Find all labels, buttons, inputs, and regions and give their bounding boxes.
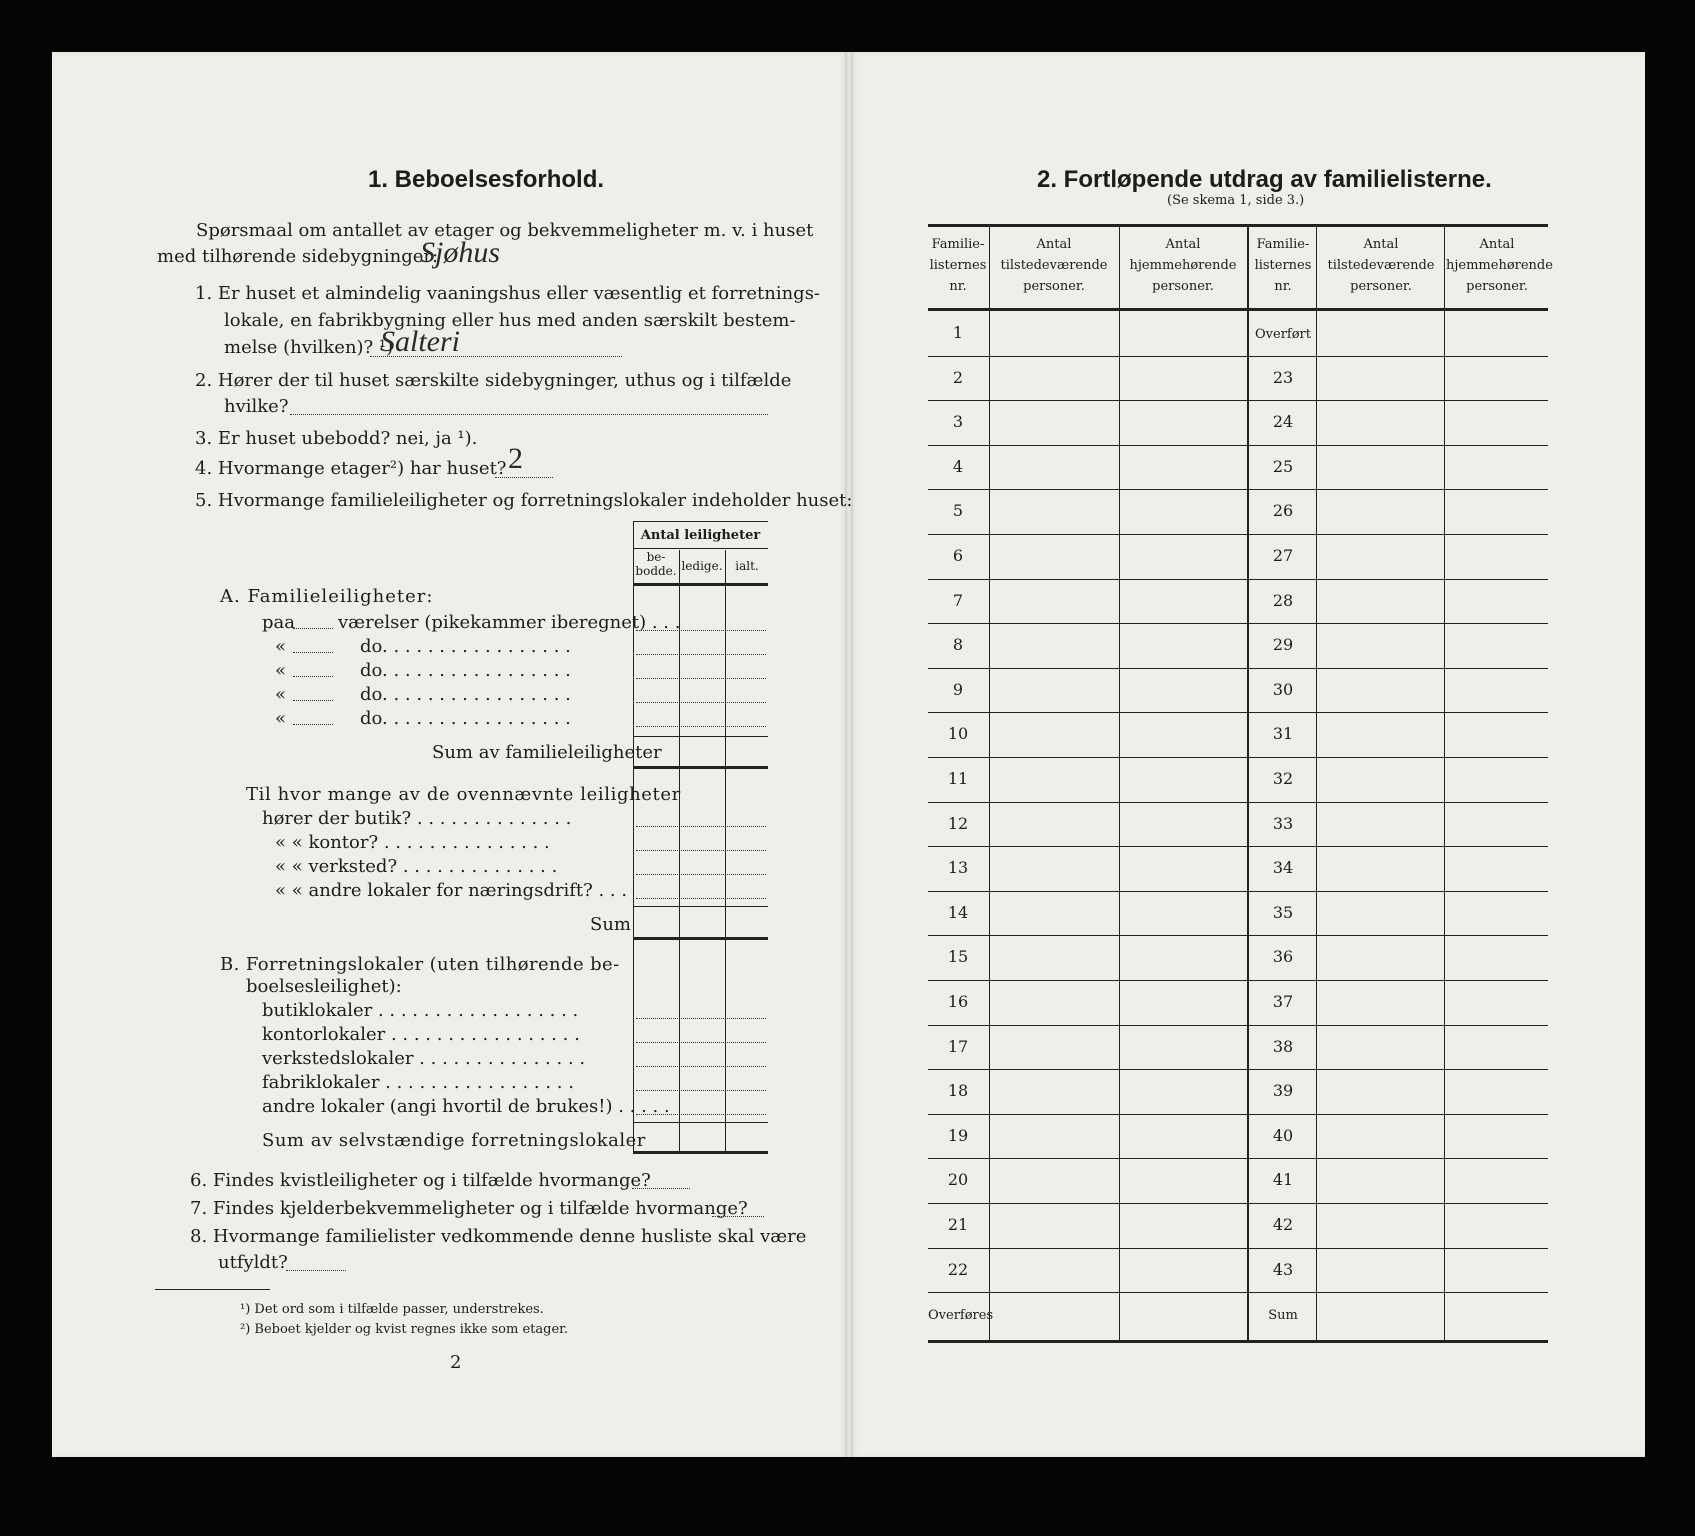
a-quote-3: «: [275, 660, 287, 681]
q5: 5. Hvormange familieleiligheter og forretningslokaler indeholder huset:: [195, 490, 853, 511]
q8-line1: 8. Hvormange familielister vedkommende denne husliste skal være: [190, 1226, 807, 1247]
rt-bottom: [928, 1340, 1548, 1343]
b-sum: Sum av selvstændige forretningslokaler: [262, 1130, 646, 1151]
row-number-right: 42: [1272, 1215, 1294, 1234]
row-rule: [928, 1114, 1548, 1115]
b-cell-5: [636, 1114, 766, 1115]
row-rule: [928, 1203, 1548, 1204]
row-number-left: 2: [952, 367, 964, 387]
col-ledige: ledige.: [681, 559, 723, 573]
row-rule: [928, 935, 1548, 936]
a-cell-4: [636, 702, 766, 703]
row-number-right: 32: [1272, 769, 1294, 788]
handwritten-building: Sjøhus: [420, 236, 501, 269]
til-row-2: « « kontor? . . . . . . . . . . . . . . .: [275, 832, 550, 853]
row-rule: [928, 757, 1548, 758]
row-rule: [928, 445, 1548, 446]
row-number-left: 13: [947, 858, 969, 878]
til-cell-3: [636, 874, 766, 875]
til-row-1: hører der butik? . . . . . . . . . . . . . .: [262, 808, 572, 829]
a-quote-4: «: [275, 684, 287, 705]
row-number-right: 30: [1272, 679, 1294, 699]
rt-v4: [1316, 224, 1317, 1340]
section-a: A. Familieleiligheter:: [220, 586, 434, 607]
row-rule: [928, 1248, 1548, 1249]
row-rule: [928, 980, 1548, 981]
rt-v2: [1119, 224, 1120, 1340]
row-number-left: 18: [947, 1081, 969, 1101]
a-dots-2: [293, 652, 333, 653]
row-rule: [928, 579, 1548, 580]
b-cell-3: [636, 1066, 766, 1067]
row-number-right: Overført: [1255, 327, 1311, 342]
til-sum-top: [633, 906, 768, 907]
row-number-right: 34: [1272, 858, 1294, 878]
til-row-3: « « verksted? . . . . . . . . . . . . . .: [275, 856, 558, 877]
row-number-left: 16: [947, 992, 969, 1011]
row-number-left: 1: [952, 323, 964, 342]
row-rule: [928, 356, 1548, 357]
box-top: [633, 521, 768, 522]
a-cell-1: [636, 630, 766, 631]
rt-v3: [1247, 224, 1249, 1340]
row-number-left: 11: [947, 769, 969, 788]
b-sum-top: [633, 1122, 768, 1123]
b-row-5: andre lokaler (angi hvortil de brukes!) . . . . .: [262, 1096, 670, 1117]
row-rule: [928, 1069, 1548, 1070]
til-sum: Sum: [590, 914, 631, 935]
box-header-rule: [633, 548, 768, 549]
b-row-1: butiklokaler . . . . . . . . . . . . . . . . . .: [262, 1000, 579, 1021]
q8-line2: utfyldt?: [218, 1252, 288, 1273]
row-rule: [928, 802, 1548, 803]
a-paa: paa: [262, 612, 295, 633]
q6: 6. Findes kvistleiligheter og i tilfælde hvormange?: [190, 1170, 651, 1191]
right-heading: 2. Fortløpende utdrag av familielisterne.: [1037, 166, 1492, 193]
b-cell-4: [636, 1090, 766, 1091]
row-number-right: 24: [1272, 412, 1294, 432]
q8-fill-line: [286, 1270, 346, 1271]
row-number-right: 23: [1272, 367, 1294, 387]
row-number-right: 25: [1272, 456, 1294, 476]
rt-col-hjemme-left: Antal hjemmehørende personer.: [1129, 237, 1237, 294]
rt-col-nr-left: Familie- listernes nr.: [929, 237, 987, 294]
page-number: 2: [450, 1352, 462, 1373]
a-cell-3: [636, 678, 766, 679]
row-rule: [928, 489, 1548, 490]
a-quote-5: «: [275, 708, 287, 729]
row-rule: [928, 1158, 1548, 1159]
row-rule: [928, 668, 1548, 669]
row-rule: [928, 534, 1548, 535]
a-dots-1: [293, 628, 333, 629]
til-row-4: « « andre lokaler for næringsdrift? . . .: [275, 880, 628, 901]
a-row-4: do. . . . . . . . . . . . . . . . .: [360, 684, 571, 705]
row-rule: [928, 1292, 1548, 1293]
a-row-1: værelser (pikekammer iberegnet) . . .: [338, 612, 681, 633]
rt-top: [928, 224, 1548, 227]
row-rule: [928, 1025, 1548, 1026]
q7: 7. Findes kjelderbekvemmeligheter og i tilfælde hvormange?: [190, 1198, 748, 1219]
row-number-right: 35: [1272, 902, 1294, 922]
q2-line2: hvilke?: [224, 396, 289, 417]
row-number-left: 10: [947, 724, 969, 744]
row-number-left: 8: [952, 635, 964, 655]
q4: 4. Hvormange etager²) har huset?: [195, 458, 507, 479]
section-b-line2: boelsesleilighet):: [246, 976, 402, 997]
row-number-right: 27: [1272, 546, 1294, 565]
row-number-right: 33: [1272, 813, 1294, 833]
a-dots-3: [293, 676, 333, 677]
left-heading: 1. Beboelsesforhold.: [368, 166, 605, 193]
col-ialt: ialt.: [735, 559, 759, 573]
rt-v5: [1444, 224, 1445, 1340]
handwritten-use: Salteri: [380, 325, 460, 358]
row-number-right: Sum: [1268, 1308, 1298, 1324]
row-number-left: 14: [947, 902, 969, 922]
row-number-left: 20: [947, 1170, 969, 1190]
a-quote-2: «: [275, 636, 287, 657]
rt-v1: [989, 224, 990, 1340]
row-rule: [928, 846, 1548, 847]
a-dots-5: [293, 724, 333, 725]
b-sum-bottom: [633, 1151, 768, 1154]
row-number-right: 37: [1272, 992, 1294, 1011]
a-sum-bottom: [633, 766, 768, 769]
row-number-left: Overføres: [928, 1308, 994, 1324]
row-number-left: 19: [947, 1125, 969, 1145]
row-number-right: 36: [1272, 947, 1294, 967]
row-rule: [928, 400, 1548, 401]
footnote-1: ¹) Det ord som i tilfælde passer, understrekes.: [240, 1302, 544, 1317]
til-cell-1: [636, 826, 766, 827]
a-sum-top: [633, 736, 768, 737]
til-cell-4: [636, 898, 766, 899]
row-number-left: 4: [952, 456, 964, 476]
til-cell-2: [636, 850, 766, 851]
a-row-2: do. . . . . . . . . . . . . . . . .: [360, 636, 571, 657]
row-number-left: 9: [952, 679, 964, 699]
col-bebodde: be- bodde.: [635, 550, 677, 578]
q1-line3: melse (hvilken)? ¹): [224, 337, 394, 358]
section-b-line1: B. Forretningslokaler (uten tilhørende be-: [220, 954, 620, 975]
b-cell-2: [636, 1042, 766, 1043]
a-cell-5: [636, 726, 766, 727]
row-rule: [928, 712, 1548, 713]
rt-col-tilstede-left: Antal tilstedeværende personer.: [1000, 237, 1108, 294]
q2-line1: 2. Hører der til huset særskilte sidebygninger, uthus og i tilfælde: [195, 370, 792, 391]
rt-col-nr-right: Familie- listernes nr.: [1254, 237, 1312, 294]
row-number-right: 41: [1272, 1170, 1294, 1190]
a-row-5: do. . . . . . . . . . . . . . . . .: [360, 708, 571, 729]
rt-col-hjemme-right: Antal hjemmehørende personer.: [1446, 237, 1553, 294]
intro-line2: med tilhørende sidebygninger:: [157, 246, 439, 267]
a-sum: Sum av familieleiligheter: [432, 742, 662, 763]
b-row-2: kontorlokaler . . . . . . . . . . . . . . . . .: [262, 1024, 580, 1045]
b-cell-1: [636, 1018, 766, 1019]
row-number-right: 38: [1272, 1036, 1294, 1056]
row-number-right: 31: [1272, 724, 1294, 744]
til-line1: Til hvor mange av de ovennævnte leiligheter: [246, 784, 681, 805]
footnote-2: ²) Beboet kjelder og kvist regnes ikke som etager.: [240, 1322, 569, 1337]
row-number-right: 39: [1272, 1081, 1294, 1101]
handwritten-floors: 2: [508, 442, 523, 475]
intro-line1: Spørsmaal om antallet av etager og bekvemmeligheter m. v. i huset: [196, 220, 814, 241]
a-cell-2: [636, 654, 766, 655]
b-row-3: verkstedslokaler . . . . . . . . . . . . . . .: [262, 1048, 586, 1069]
q7-fill-line: [712, 1216, 764, 1217]
row-number-right: 29: [1272, 635, 1294, 655]
row-number-left: 7: [952, 590, 964, 610]
row-number-right: 26: [1272, 501, 1294, 521]
q1-line1: 1. Er huset et almindelig vaaningshus eller væsentlig et forretnings-: [195, 283, 821, 304]
row-number-left: 12: [947, 813, 969, 833]
q4-fill-line: [495, 477, 553, 478]
row-number-left: 22: [947, 1259, 969, 1279]
row-number-right: 28: [1272, 590, 1294, 610]
q6-fill-line: [632, 1188, 690, 1189]
q1-fill-line: [370, 356, 622, 357]
row-rule: [928, 891, 1548, 892]
row-number-right: 40: [1272, 1125, 1294, 1145]
rt-col-tilstede-right: Antal tilstedeværende personer.: [1327, 237, 1435, 294]
a-row-3: do. . . . . . . . . . . . . . . . .: [360, 660, 571, 681]
row-number-left: 17: [947, 1036, 969, 1056]
q1-line2: lokale, en fabrikbygning eller hus med anden særskilt bestem-: [224, 310, 796, 331]
row-number-left: 21: [947, 1215, 969, 1234]
q3: 3. Er huset ubebodd? nei, ja ¹).: [195, 428, 478, 449]
q2-fill-line: [290, 414, 768, 415]
a-dots-4: [293, 700, 333, 701]
footnote-rule: [155, 1289, 270, 1290]
row-number-left: 5: [952, 501, 964, 521]
row-number-left: 6: [952, 546, 964, 565]
row-number-left: 3: [952, 412, 964, 432]
row-rule: [928, 623, 1548, 624]
box-header: Antal leiligheter: [640, 528, 761, 543]
box-header-bottom: [633, 583, 768, 586]
page-fold: [845, 52, 853, 1457]
row-number-left: 15: [947, 947, 969, 967]
right-subheading: (Se skema 1, side 3.): [1167, 193, 1305, 208]
rt-header-bottom: [928, 308, 1548, 311]
row-number-right: 43: [1272, 1259, 1294, 1279]
b-row-4: fabriklokaler . . . . . . . . . . . . . . . . .: [262, 1072, 574, 1093]
til-sum-bottom: [633, 937, 768, 940]
